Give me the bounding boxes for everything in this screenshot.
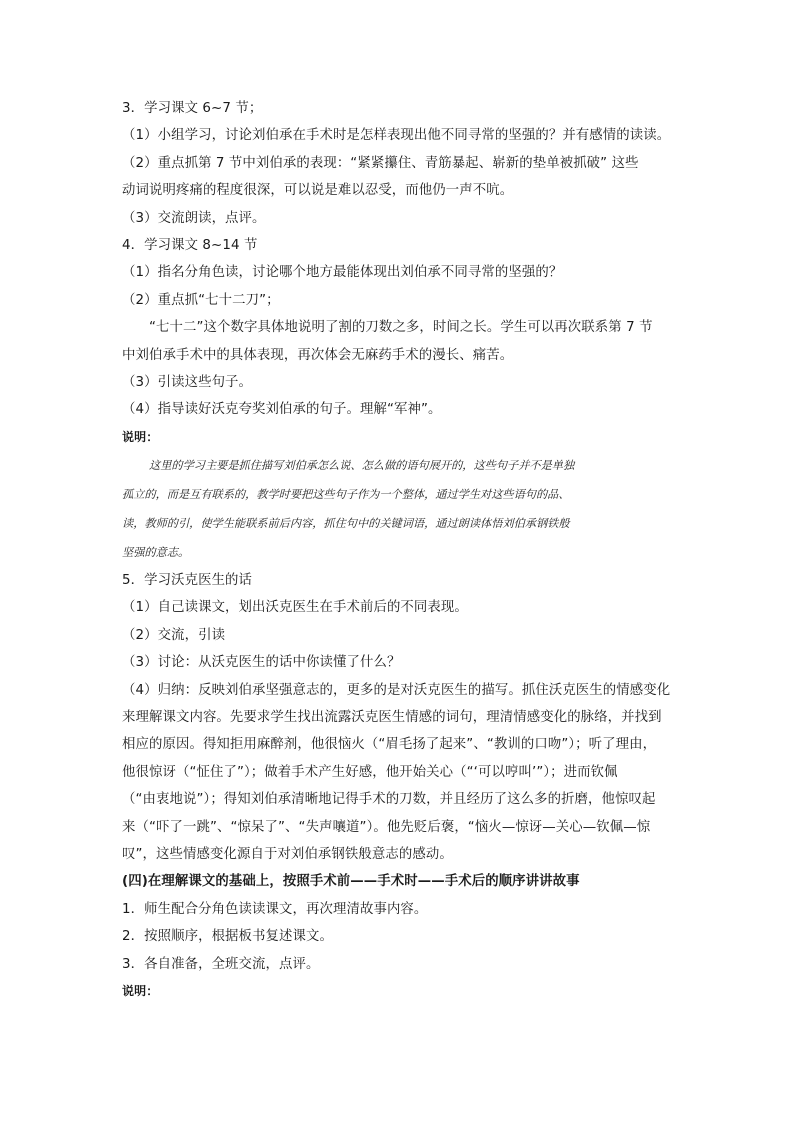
section-3-heading: 3．学习课文 6~7 节；: [122, 101, 263, 116]
paragraph-line: 叹”，这些情感变化源自于对刘伯承钢铁般意志的感动。: [122, 846, 453, 862]
paragraph-line: 3．各自准备，全班交流，点评。: [122, 956, 320, 972]
note-label: 说明：: [122, 983, 159, 998]
note-line: 这里的学习主要是抓住描写刘伯承怎么说、怎么做的语句展开的，这些句子并不是单独: [149, 459, 575, 473]
paragraph-line: （1）小组学习，讨论刘伯承在手术时是怎样表现出他不同寻常的坚强的？并有感情的读读。: [122, 128, 671, 144]
section-four-heading: (四)在理解课文的基础上，按照手术前——手术时——手术后的顺序讲讲故事: [122, 874, 580, 890]
paragraph-line: （1）指名分角色读，讨论哪个地方最能体现出刘伯承不同寻常的坚强的？: [122, 265, 563, 281]
paragraph-line: （2）交流，引读: [122, 627, 226, 643]
paragraph-line: 动词说明疼痛的程度很深，可以说是难以忍受，而他仍一声不吭。: [122, 183, 514, 199]
paragraph-line: （2）重点抓“七十二刀”；: [122, 292, 280, 308]
paragraph-line: 来（“吓了一跳”、“惊呆了”、“失声嚷道”）。他先贬后褒，“恼火—惊讶—关心—钦佩—惊: [122, 819, 651, 835]
paragraph-line: 2．按照顺序，根据板书复述课文。: [122, 929, 333, 945]
note-label: 说明：: [122, 429, 159, 444]
paragraph-line: 他很惊讶（“怔住了”）；做着手术产生好感，他开始关心（“‘可以哼叫’”）；进而钦佩: [122, 764, 618, 780]
paragraph-line: “七十二”这个数字具体地说明了割的刀数之多，时间之长。学生可以再次联系第 7 节: [149, 320, 653, 336]
paragraph-line: （3）交流朗读，点评。: [122, 210, 266, 226]
paragraph-line: （“由衷地说”）；得知刘伯承清晰地记得手术的刀数，并且经历了这么多的折磨，他惊叹起: [122, 792, 656, 808]
paragraph-line: 来理解课文内容。先要求学生找出流露沃克医生情感的词句，理清情感变化的脉络，并找到: [122, 710, 662, 726]
paragraph-line: （1）自己读课文，划出沃克医生在手术前后的不同表现。: [122, 600, 468, 616]
paragraph-line: （3）讨论：从沃克医生的话中你读懂了什么？: [122, 655, 401, 671]
paragraph-line: （2）重点抓第 7 节中刘伯承的表现：“紧紧攥住、青筋暴起、崭新的垫单被抓破” 这些: [122, 155, 639, 171]
paragraph-line: 相应的原因。得知拒用麻醉剂，他很恼火（“眉毛扬了起来”、“教训的口吻”）；听了理由，: [122, 737, 657, 753]
paragraph-line: 中刘伯承手术中的具体表现，再次体会无麻药手术的漫长、痛苦。: [122, 347, 514, 363]
paragraph-line: （4）归纳：反映刘伯承坚强意志的，更多的是对沃克医生的描写。抓住沃克医生的情感变化: [122, 682, 671, 698]
paragraph-line: 1．师生配合分角色读读课文，再次理清故事内容。: [122, 901, 428, 917]
note-line: 孤立的，而是互有联系的，教学时要把这些句子作为一个整体，通过学生对这些语句的品、: [122, 488, 570, 502]
note-line: 坚强的意志。: [122, 546, 190, 560]
paragraph-line: （4）指导读好沃克夸奖刘伯承的句子。理解“军神”。: [122, 402, 442, 418]
note-line: 读，教师的引，使学生能联系前后内容，抓住句中的关键词语，通过朗读体悟刘伯承钢铁般: [122, 517, 570, 531]
section-4-heading: 4．学习课文 8~14 节: [122, 237, 258, 253]
section-5-heading: 5．学习沃克医生的话: [122, 573, 253, 589]
paragraph-line: （3）引读这些句子。: [122, 374, 253, 390]
